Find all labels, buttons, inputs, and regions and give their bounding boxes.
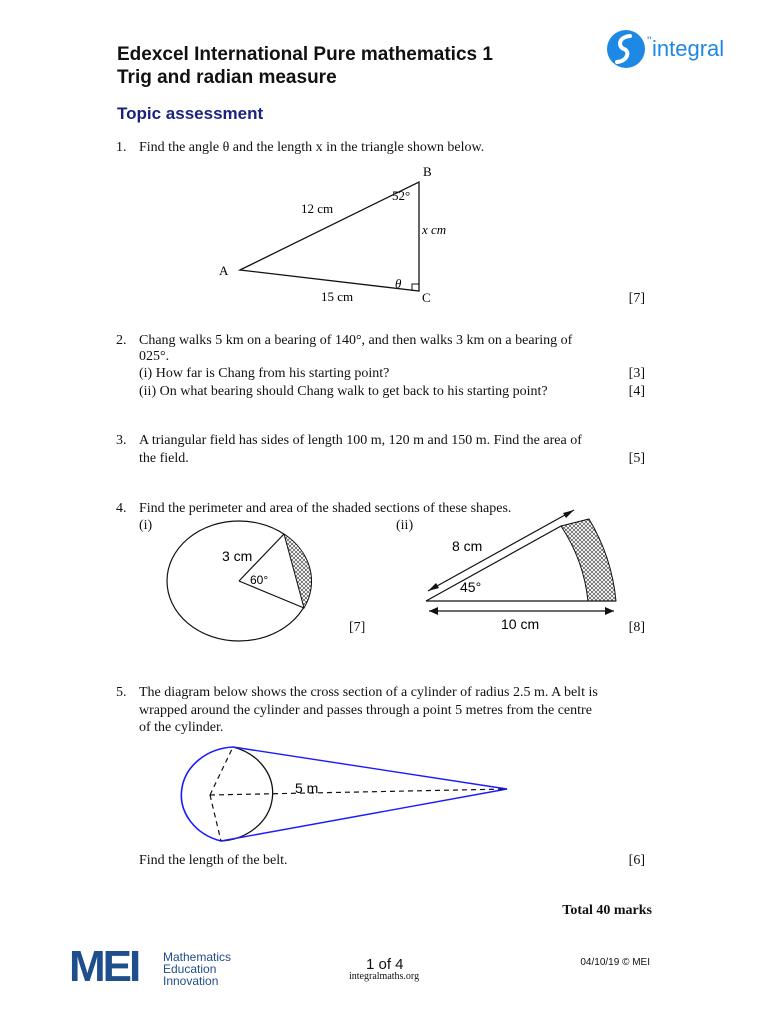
q4-number: 4. — [116, 501, 127, 516]
sector-radius-label: 8 cm — [452, 538, 483, 554]
page-number: 1 of 4 — [366, 956, 404, 973]
q5-text-line3: of the cylinder. — [139, 720, 224, 735]
side-ac-label: 15 cm — [321, 289, 354, 304]
q2-part-i: (i) How far is Chang from his starting point? — [139, 366, 390, 381]
circle-angle-label: 60° — [250, 573, 269, 587]
q3-number: 3. — [116, 433, 127, 448]
q2-mark-ii: [4] — [628, 384, 645, 399]
q4-text: Find the perimeter and area of the shaded sections of these shapes. — [139, 501, 512, 516]
radius-upper — [210, 747, 233, 795]
q3-mark: [5] — [628, 451, 645, 466]
q5-question: Find the length of the belt. — [139, 853, 288, 868]
side-ab-label: 12 cm — [301, 201, 334, 216]
q5-number: 5. — [116, 685, 127, 700]
integral-logo-text: integral — [652, 36, 725, 61]
site-url: integralmaths.org — [349, 971, 420, 982]
q2-mark-i: [3] — [628, 366, 645, 381]
belt-lower-tangent — [221, 789, 507, 841]
q4-mark-i: [7] — [349, 620, 366, 635]
total-marks: Total 40 marks — [562, 903, 652, 918]
radius-lower — [210, 795, 221, 841]
q1-number: 1. — [116, 140, 127, 155]
q5-mark: [6] — [628, 853, 645, 868]
q4-mark-ii: [8] — [628, 620, 645, 635]
q4-part-ii-label: (ii) — [396, 518, 414, 533]
q5-text-line2: wrapped around the cylinder and passes through a point 5 metres from the centre — [139, 703, 592, 718]
q1-text: Find the angle θ and the length x in the triangle shown below. — [139, 140, 485, 155]
side-bc-label: x cm — [422, 222, 447, 237]
q2-number: 2. — [116, 333, 127, 348]
centre-distance-line — [210, 789, 507, 795]
q2-text-line1: Chang walks 5 km on a bearing of 140°, and then walks 3 km on a bearing of — [139, 333, 573, 348]
distance-label: 5 m — [295, 780, 319, 796]
angle-b-label: 52° — [392, 188, 411, 203]
document-subtitle: Trig and radian measure — [117, 67, 337, 88]
belt-arc — [181, 747, 233, 841]
q5-text-line1: The diagram below shows the cross section of a cylinder of radius 2.5 m. A belt is — [139, 685, 598, 700]
mei-logo-letters: MEI — [69, 942, 139, 991]
q2-part-ii: (ii) On what bearing should Chang walk to get back to his starting point? — [139, 384, 548, 399]
svg-text:'': '' — [647, 34, 652, 48]
mei-line3: Innovation — [163, 974, 219, 988]
q2-text-line2: 025°. — [139, 349, 170, 364]
circle-radius-label: 3 cm — [222, 548, 253, 564]
mei-line1: Mathematics — [163, 950, 232, 964]
sector-base-label: 10 cm — [501, 616, 540, 632]
q3-text-line1: A triangular field has sides of length 100 m, 120 m and 150 m. Find the area of — [139, 433, 582, 448]
sector-angle-label: 45° — [460, 579, 482, 595]
vertex-b-label: B — [423, 164, 432, 179]
section-heading: Topic assessment — [117, 104, 264, 123]
q3-text-line2: the field. — [139, 451, 189, 466]
theta-label: θ — [395, 276, 402, 291]
vertex-c-label: C — [422, 290, 431, 305]
date-copyright: 04/10/19 © MEI — [580, 957, 650, 968]
document-title: Edexcel International Pure mathematics 1 — [117, 44, 493, 65]
q4-part-i-label: (i) — [139, 518, 153, 533]
mei-line2: Education — [163, 962, 217, 976]
q1-mark: [7] — [628, 291, 645, 306]
belt-upper-tangent — [233, 747, 507, 789]
vertex-a-label: A — [219, 263, 229, 278]
